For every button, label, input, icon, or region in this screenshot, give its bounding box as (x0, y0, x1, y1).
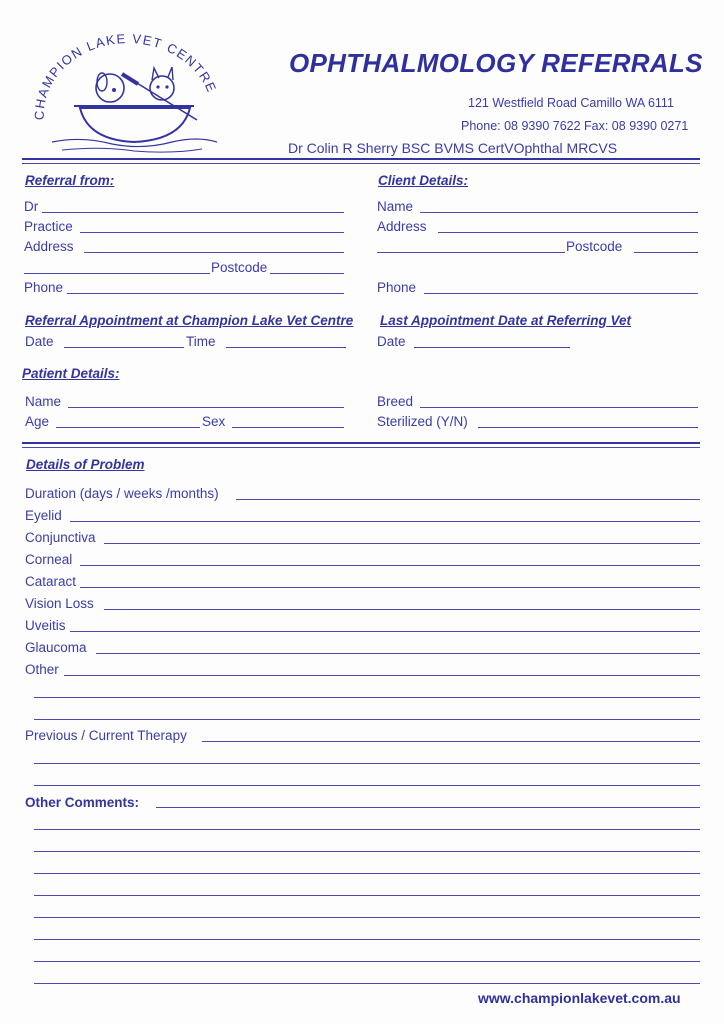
referrer-address-field-2[interactable] (24, 273, 210, 274)
eyelid-field[interactable] (70, 521, 700, 522)
client-address-label: Address (377, 219, 427, 234)
cataract-label: Cataract (25, 574, 77, 589)
glaucoma-label: Glaucoma (25, 640, 87, 655)
other-comments-heading: Other Comments: (25, 795, 140, 810)
client-postcode-field[interactable] (634, 252, 698, 253)
header-rule-thin (22, 163, 700, 164)
client-postcode-label: Postcode (566, 239, 623, 254)
patient-sex-field[interactable] (232, 427, 344, 428)
patient-sterilized-field[interactable] (478, 427, 698, 428)
comments-field-8[interactable] (34, 961, 700, 962)
vision-loss-field[interactable] (104, 609, 700, 610)
patient-age-label: Age (25, 414, 50, 429)
logo (22, 30, 232, 155)
section-rule-thin (22, 447, 700, 448)
uveitis-field[interactable] (70, 631, 700, 632)
dr-field[interactable] (42, 212, 344, 213)
client-phone-field[interactable] (424, 293, 698, 294)
therapy-label: Previous / Current Therapy (25, 728, 187, 743)
doctor-line: Dr Colin R Sherry BSC BVMS CertVOphthal MRCVS (288, 140, 618, 156)
appointment-time-label: Time (186, 334, 216, 349)
patient-age-field[interactable] (56, 427, 200, 428)
therapy-field-2[interactable] (34, 763, 700, 764)
dr-label: Dr (24, 199, 39, 214)
last-appointment-heading: Last Appointment Date at Referring Vet (380, 313, 632, 328)
referrer-postcode-label: Postcode (211, 260, 268, 275)
comments-field-7[interactable] (34, 939, 700, 940)
referral-appointment-heading: Referral Appointment at Champion Lake Vet Centre (25, 313, 354, 328)
referrer-address-label: Address (24, 239, 74, 254)
corneal-label: Corneal (25, 552, 73, 567)
last-appointment-date-label: Date (377, 334, 406, 349)
comments-field-2[interactable] (34, 829, 700, 830)
appointment-date-label: Date (25, 334, 54, 349)
referral-from-heading: Referral from: (25, 173, 115, 188)
conjunctiva-label: Conjunctiva (25, 530, 96, 545)
form-title: OPHTHALMOLOGY REFERRALS (289, 48, 703, 78)
referrer-phone-label: Phone (24, 280, 64, 295)
client-address-field-2[interactable] (377, 252, 565, 253)
patient-breed-field[interactable] (420, 407, 698, 408)
referrer-phone-field[interactable] (67, 293, 344, 294)
section-rule (22, 442, 700, 444)
eyelid-label: Eyelid (25, 508, 62, 523)
patient-name-field[interactable] (68, 407, 344, 408)
client-phone-label: Phone (377, 280, 417, 295)
uveitis-label: Uveitis (25, 618, 66, 633)
appointment-time-field[interactable] (226, 347, 346, 348)
header-rule (22, 158, 700, 160)
patient-details-heading: Patient Details: (22, 366, 120, 381)
patient-sex-label: Sex (202, 414, 226, 429)
address-line: 121 Westfield Road Camillo WA 6111 (468, 96, 674, 110)
practice-field[interactable] (80, 232, 344, 233)
comments-field[interactable] (156, 807, 700, 808)
other-field-3[interactable] (34, 719, 700, 720)
logo-arc-text: CHAMPION LAKE VET CENTRE (31, 31, 220, 121)
other-field[interactable] (64, 675, 700, 676)
last-appointment-date-field[interactable] (414, 347, 570, 348)
patient-name-label: Name (25, 394, 62, 409)
comments-field-5[interactable] (34, 895, 700, 896)
glaucoma-field[interactable] (96, 653, 700, 654)
duration-field[interactable] (236, 499, 700, 500)
other-field-2[interactable] (34, 697, 700, 698)
patient-breed-label: Breed (377, 394, 414, 409)
website-link[interactable]: www.championlakevet.com.au (478, 990, 681, 1006)
client-details-heading: Client Details: (378, 173, 469, 188)
client-name-label: Name (377, 199, 414, 214)
therapy-field[interactable] (202, 741, 700, 742)
client-address-field[interactable] (438, 232, 698, 233)
conjunctiva-field[interactable] (104, 543, 700, 544)
duration-label: Duration (days / weeks /months) (25, 486, 219, 501)
comments-field-3[interactable] (34, 851, 700, 852)
comments-field-4[interactable] (34, 873, 700, 874)
vision-loss-label: Vision Loss (25, 596, 94, 611)
comments-field-6[interactable] (34, 917, 700, 918)
practice-label: Practice (24, 219, 73, 234)
details-of-problem-heading: Details of Problem (26, 457, 145, 472)
therapy-field-3[interactable] (34, 785, 700, 786)
referrer-postcode-field[interactable] (270, 273, 344, 274)
cataract-field[interactable] (80, 587, 700, 588)
referrer-address-field[interactable] (84, 252, 344, 253)
comments-field-9[interactable] (34, 983, 700, 984)
appointment-date-field[interactable] (64, 347, 184, 348)
other-label: Other (25, 662, 59, 677)
phone-fax-line: Phone: 08 9390 7622 Fax: 08 9390 0271 (461, 119, 689, 133)
corneal-field[interactable] (80, 565, 700, 566)
client-name-field[interactable] (420, 212, 698, 213)
patient-sterilized-label: Sterilized (Y/N) (377, 414, 468, 429)
